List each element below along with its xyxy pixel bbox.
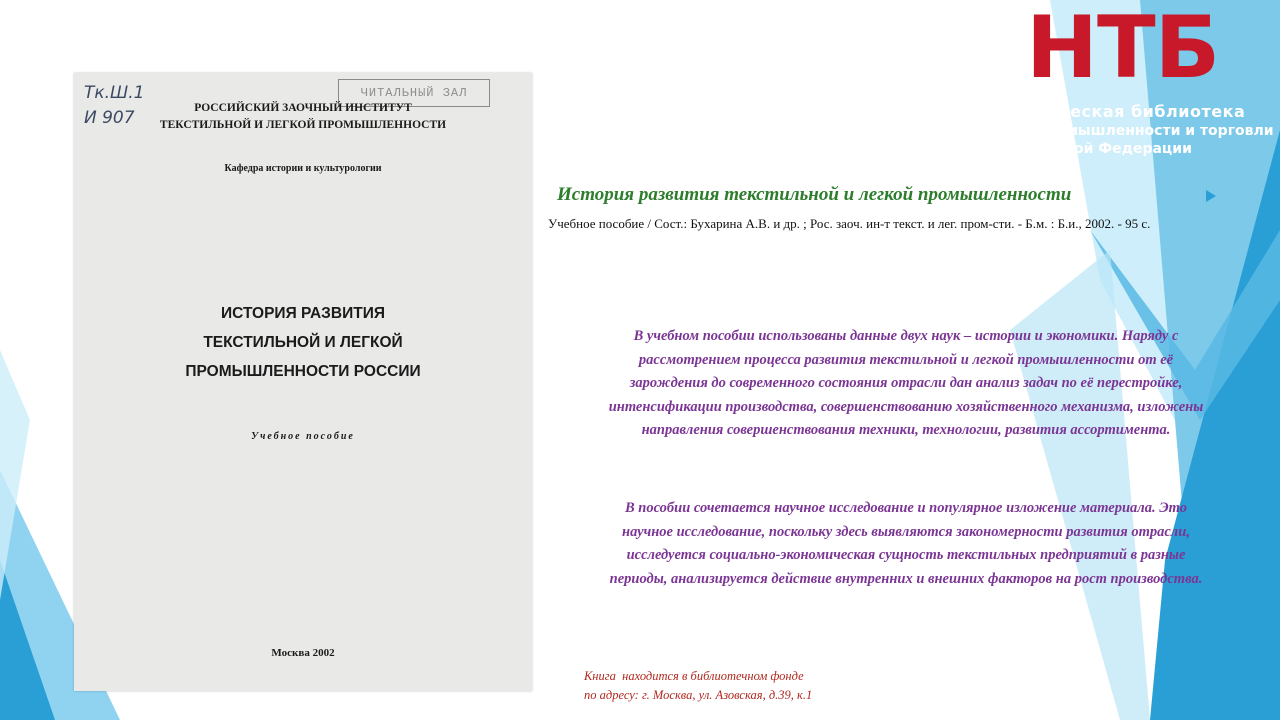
cover-title: ИСТОРИЯ РАЗВИТИЯ ТЕКСТИЛЬНОЙ И ЛЕГКОЙ ПРОМЫШЛЕННОСТИ РОССИИ	[185, 305, 421, 380]
library-building-icon	[918, 4, 1028, 104]
logo-line-2: Министерства промышленности и торговли	[918, 123, 1274, 139]
logo-line-1: научно-техническая библиотека	[928, 102, 1246, 121]
reading-room-stamp: ЧИТАЛЬНЫЙ ЗАЛ	[338, 79, 490, 107]
cover-city-year: Москва 2002	[271, 647, 335, 659]
description-paragraph-1: В учебном пособии использованы данные двух наук – истории и экономики. Наряду с рассмотрением процесса развития текстильной и легкой промышленности от её зарождения до современного состояния отрасли дан анализ задач по её перестройке, интенсификации производства, совершенствованию хозяйственного механизма, изложены направления совершенствования техники, технологии, развития ассортимента.	[608, 328, 1204, 438]
book-cover-image	[74, 73, 532, 691]
book-title: История развития текстильной и легкой промышленности	[557, 184, 1072, 205]
bibliographic-citation: Учебное пособие / Сост.: Бухарина А.В. и др. ; Рос. заоч. ин-т текст. и лег. пром-сти. - Б.м. : Б.и., 2002. - 95 с.	[548, 216, 1151, 231]
cover-department: Кафедра истории и культурологии	[224, 163, 382, 174]
library-location-note: Книга находится в библиотечном фонде по адресу: г. Москва, ул. Азовская, д.39, к.1	[584, 669, 813, 702]
cover-institute: РОССИЙСКИЙ ЗАОЧНЫЙ ИНСТИТУТ ТЕКСТИЛЬНОЙ И ЛЕГКОЙ ПРОМЫШЛЕННОСТИ	[159, 102, 447, 131]
logo-line-3: Российской Федерации	[1000, 141, 1192, 157]
ntb-logo	[918, 0, 1274, 162]
cover-subtitle: Учебное пособие	[251, 431, 355, 442]
description-paragraph-2: В пособии сочетается научное исследование и популярное изложение материала. Это научное исследование, поскольку здесь выявляются закономерности развития отрасли, исследуется социально-экономическая сущность текстильных предприятий в разные периоды, анализируется действие внутренних и внешних факторов на рост производства.	[609, 500, 1203, 587]
handwritten-shelf-mark: Тк.Ш.1 И 907	[84, 83, 145, 128]
logo-text: НТБ	[1026, 0, 1220, 98]
